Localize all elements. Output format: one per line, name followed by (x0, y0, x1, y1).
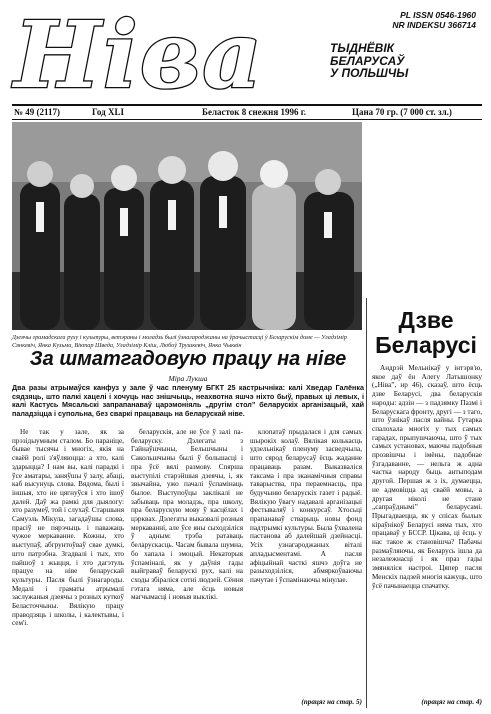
sidebar-text: Андрэй Мельнікаў у інтэрв'ю, якое даў ён Алегу Латышонку („Ніва”, нр 46), сказаў, што ёсць дзве Беларусі, два беларускія народы: адзін — з падзямку Пазмі і Беларускага фронту, другі — з таго, што ўзнікаў пасля вайны. Гутарка спалохала многіх у тых самых гарадах, прыпушчаючы, што ў тых самых установах, маючы падобныя прозвішчы і імёны, падобнае ўзгадаванне, — нельга ж адна частка народу быць антыподам другой. Першая ж з іх, думаецца, не адмовіцца ад сваёй мовы, а другая ніколі не стане „сапраўднымі” беларусамі. Прыгадваецца, як у спісах былых кіраўнікоў Беларусі няма тых, хто працаваў у БССР. Цікава, ці ёсць у нас такое ж становішча? Пабачы размаўляючы, як Беларусь ішла да незалежнасці і як праз гады змяняліся настроі. Цяпер пасля Менскіх падзей многія кажуць, што ўсё пачынаецца спачатку. (372, 364, 482, 590)
issue-info-bar (12, 104, 482, 120)
article-lead: Два разы атрымаўся канфуз у зале ў час пленуму БГКТ 25 кастрычніка: калі Хведар Галёнка сядзяць, што палкі хацелі і хочуць нас знішчыць, неахвотна яшчэ ніхто быў, правых ці левых, і калі Кастусь Мясальскі запрапанаваў царэмоніяль „другім стол” беларускіх арганізацый, хай паладзіцца і супольна, без сваркі працаваць на беларускай ніве. (12, 383, 364, 418)
issn-line: PL ISSN 0546-1960 (400, 10, 476, 20)
article-text: Не так у зале, як за прэзідыумным сталом. Бо параніце, бывае тысячы і многіх, якія на сваёй ролі з'яўляюцца: а хто, калі здарыцца? І нам вы, калі парадкі і ўсе аматары, заняўшы ў залу, абаці, каб высунуць слова. Вядома, былі і іншыя, хто не цягнуўся і хто ішоў далей. Даў жа рамкі для дыялогу: хто разумеў, той і слухаў. Старшыня Самуэль Мікула, загадаўшы слова, прасіў не пярэчыць і паважаць чужое меркаванне. Кожны, хто выступаў, абгрунтоўваў свае думкі, што патрэбна. Згадвалі і тых, хто пайшоў з жыцця, і хто дагэтуль працуе на ніве беларускай культуры. Пасля былі ўзнагароды. Медалі і граматы атрымалі заслужаныя дзеячы з розных куткоў Беласточчыны. Вялікую працу праводзяць і школы, і калектывы, і сем'і. (12, 428, 124, 628)
tagline-line: БЕЛАРУСАЎ (330, 53, 405, 68)
article-text: беларускія, але не ўсе ў залі па-беларуску. Дэлегаты з Гайнаўшчыны, Бельшчыны і Сакольшчыны былі ў большасці і пра ўсё вялі размову. Спярша выступілі старэйшыя дзеячы, і, як звычайна, ужо пачалі ўспамінаць былое. Выступоўцы заклікалі не забываць пра моладзь, пра школу, пра беларускую мову ў касцёлах і цэрквах. Дэлегаты выказвалі розныя меркаванні, але ўсе яны сыходзіліся ў адным: трэба ратаваць беларускасць. Часам бывала шумна, бо хапала і эмоцый. Некаторыя ўспаміналі, як у даўнія гады выйграваў беларускі рух, калі на сходы збіраліся сотні людзей. Сёння гэтага няма, але ёсць новыя магчымасці і новыя выклікі. (131, 428, 243, 602)
sidebar-headline: Дзве Беларусі (375, 307, 477, 358)
article-text: клопатаў прыдалася і для самых шырокіх колаў. Вялікая колькасць удзельнікаў пленуму засведчыла, што сярод беларусаў ёсць жаданне працаваць разам. Выказваліся таксама і пра эканамічныя справы таварыства, пра пераемнасць, пра будучыню беларускіх газет і радыё. Вялікую ўвагу надавалі арганізацыі фестываляў і конкурсаў. Хтосьці прапанаваў стварыць новы фонд падтрымкі культуры. Была ўхвалена пастанова аб далейшай дзейнасці. Усіх узнагароджаных віталі апладысментамі. А пасля афіцыйнай часткі яшчэ доўга не разыходзіліся, абмяркоўваючы пачутае і ўспамінаючы мінулае. (250, 428, 362, 584)
sidebar-column (372, 364, 482, 694)
article-column-1 (12, 428, 124, 708)
article-continued: (працяг на стар. 5) (301, 698, 362, 706)
photo-illustration (12, 122, 362, 330)
issue-date: Беласток 8 снежня 1996 г. (202, 107, 307, 117)
issue-number: № 49 (2117) (14, 107, 61, 117)
tagline (330, 42, 480, 80)
tagline-line: У ПОЛЬШЧЫ (330, 66, 409, 80)
issue-price: Цана 70 гр. (7 000 ст. зл.) (352, 107, 452, 117)
article-headline: За шматгадовую працу на ніве (29, 348, 347, 370)
tagline-line: ТЫДНЁВІК (330, 41, 395, 55)
article-byline: Мірa Лукша (168, 374, 208, 383)
photo-caption: Дзеячы грамадскага руху і культуры, ветэраны і моладзь былі ўзнагароджаны на ўрачыстасці ў Беларускім доме — Уладзімір Сянкевіч, Янка Кузьма, Віктар Шведа, Уладзімір Кліш, Любоў Трушкевіч, Янка Чыквін (12, 334, 347, 349)
ceremony-photo (12, 122, 362, 330)
masthead (12, 1, 482, 109)
issn-block (392, 10, 476, 30)
article-column-2 (131, 428, 243, 708)
sidebar-continued: (працяг на стар. 4) (421, 698, 482, 706)
newspaper-logo: Ніва (14, 1, 264, 109)
issue-year: Год XLI (92, 107, 124, 117)
index-line: NR INDEKSU 366714 (392, 20, 476, 30)
article-column-3 (250, 428, 362, 696)
